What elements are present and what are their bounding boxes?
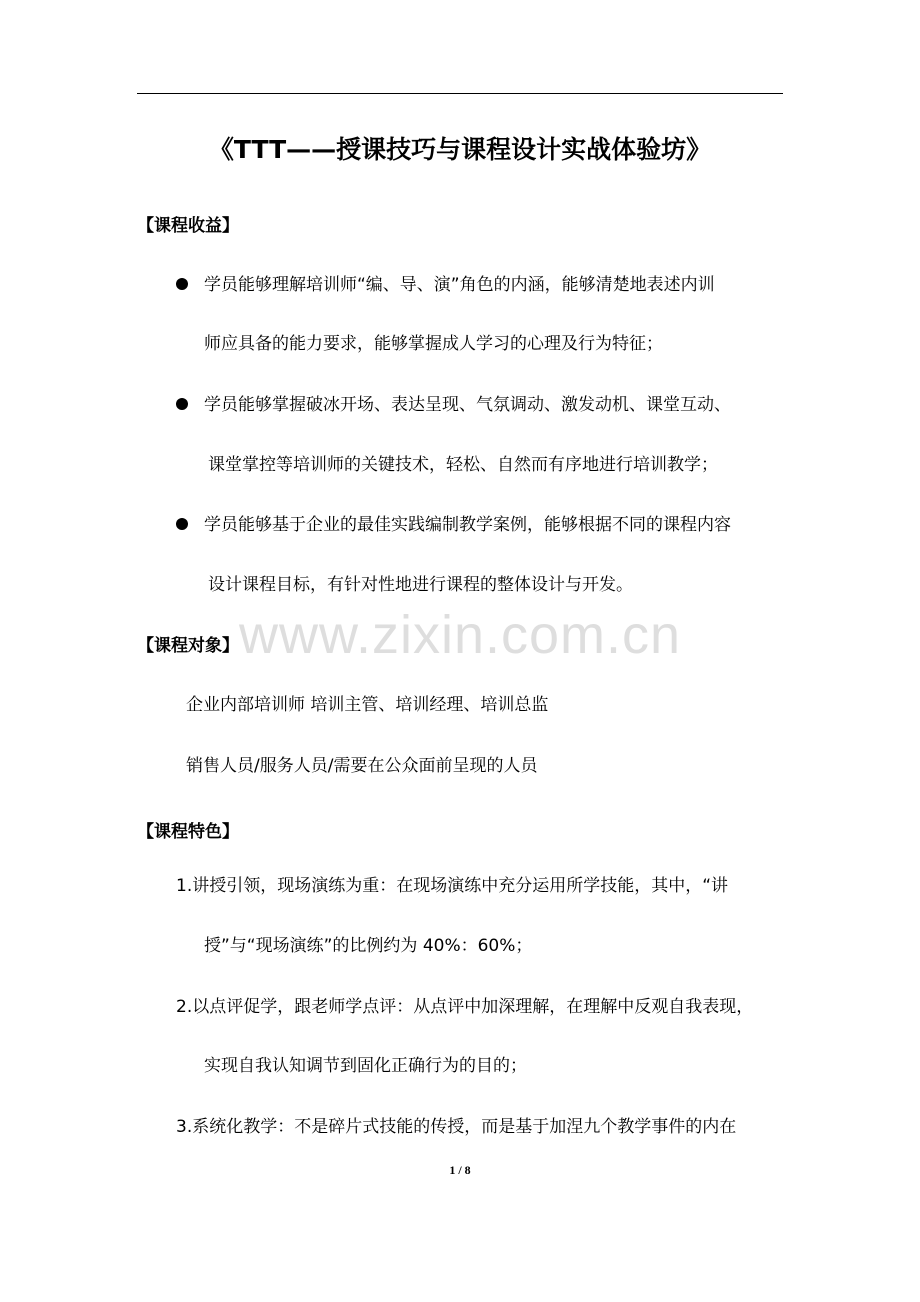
benefit-2-line-1: 学员能够掌握破冰开场、表达呈现、气氛调动、激发动机、课堂互动、 (204, 395, 731, 415)
feature-2-line-2: 实现自我认知调节到固化正确行为的目的； (204, 1056, 527, 1076)
header-rule (137, 93, 783, 94)
benefit-3-line-2: 设计课程目标，有针对性地进行课程的整体设计与开发。 (208, 575, 633, 595)
section-heading-features: 【课程特色】 (137, 822, 239, 842)
section-heading-benefits: 【课程收益】 (137, 216, 239, 236)
feature-3-line-1: 3.系统化教学：不是碎片式技能的传授，而是基于加涅九个教学事件的内在 (176, 1117, 737, 1137)
feature-2-line-1: 2.以点评促学，跟老师学点评：从点评中加深理解，在理解中反观自我表现， (176, 997, 754, 1017)
feature-1-line-1: 1.讲授引领，现场演练为重：在现场演练中充分运用所学技能，其中，“讲 (176, 876, 729, 896)
bullet-icon (176, 278, 188, 290)
benefit-1-line-1: 学员能够理解培训师“编、导、演”角色的内涵，能够清楚地表述内训 (204, 275, 715, 295)
bullet-icon (176, 398, 188, 410)
section-heading-audience: 【课程对象】 (137, 636, 239, 656)
feature-1-line-2: 授”与“现场演练”的比例约为 40%：60%； (204, 936, 533, 956)
audience-line-1: 企业内部培训师 培训主管、培训经理、培训总监 (186, 695, 549, 715)
page-number: 1 / 8 (449, 1163, 471, 1177)
document-title: 《TTT——授课技巧与课程设计实战体验坊》 (208, 135, 712, 164)
benefit-3-line-1: 学员能够基于企业的最佳实践编制教学案例，能够根据不同的课程内容 (204, 515, 731, 535)
audience-line-2: 销售人员/服务人员/需要在公众面前呈现的人员 (186, 756, 538, 776)
watermark: www.zixin.com.cn (238, 605, 682, 665)
benefit-1-line-2: 师应具备的能力要求，能够掌握成人学习的心理及行为特征； (204, 334, 663, 354)
benefit-2-line-2: 课堂掌控等培训师的关键技术，轻松、自然而有序地进行培训教学； (208, 455, 718, 475)
bullet-icon (176, 518, 188, 530)
